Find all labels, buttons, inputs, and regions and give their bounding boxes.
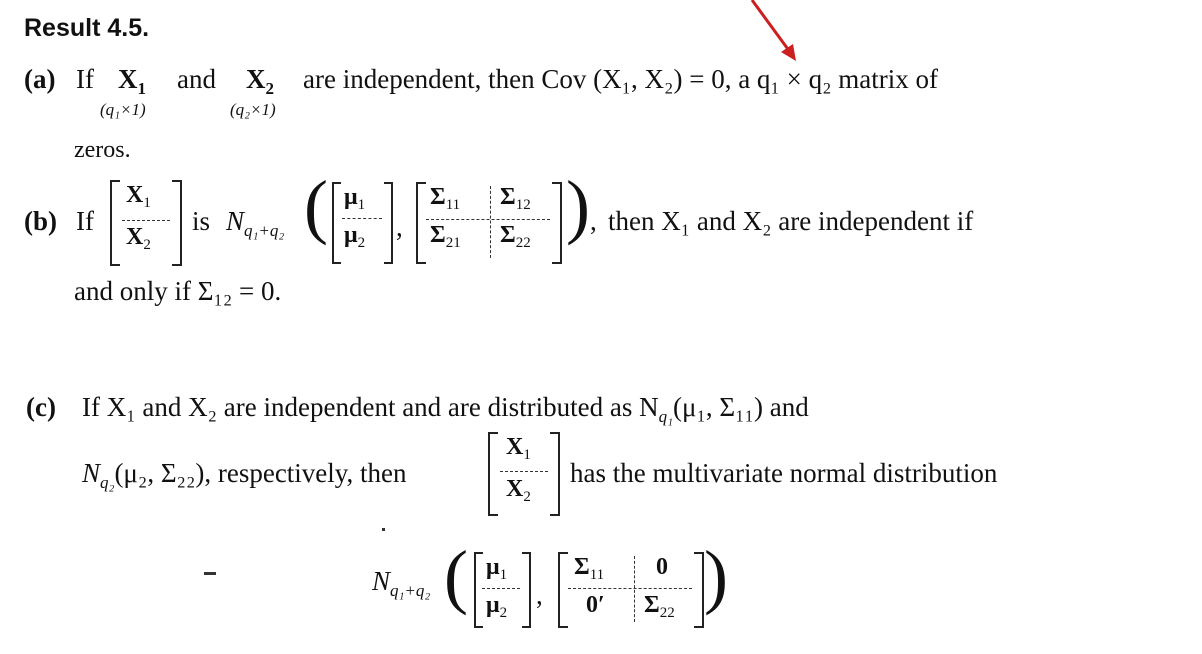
part-b-vec-top: $X_1$ bbox=[126, 182, 151, 211]
part-a-label: (a) bbox=[24, 64, 56, 94]
part-b-s12: $\Sigma_{12}$ bbox=[500, 184, 531, 213]
part-b-s22: $\Sigma_{22}$ bbox=[500, 222, 531, 251]
part-c-s11: $\Sigma_{11}$ bbox=[574, 554, 605, 583]
stray-dash-mark bbox=[204, 572, 216, 575]
part-c-zero-transpose: 0′ bbox=[586, 592, 605, 618]
part-c-mu-left-bracket bbox=[474, 552, 483, 628]
part-b-vec-right-bracket bbox=[172, 180, 182, 266]
part-a-x2-dim: (q₂×1) bbox=[230, 100, 276, 119]
part-b-s21: $\Sigma_{21}$ bbox=[430, 222, 461, 251]
part-b-vec-divider bbox=[122, 220, 170, 221]
part-b-sigma-left-bracket bbox=[416, 182, 426, 264]
part-a-x1-dim: (q₁×1) bbox=[100, 100, 146, 119]
part-b-mu-left-bracket bbox=[332, 182, 341, 264]
part-b-dist: $N_{q_1+q_2}$ bbox=[226, 206, 285, 240]
part-c-comma: , bbox=[536, 580, 543, 610]
part-c-line1: If X₁ and X₂ are independent and are distributed as $N_{q_1}(\mu_1$, Σ₁₁) and bbox=[82, 392, 809, 426]
part-b-mu-top: $\mu_1$ bbox=[344, 184, 366, 213]
part-c-s22: $\Sigma_{22}$ bbox=[644, 592, 675, 621]
part-c-zero: 0 bbox=[656, 554, 668, 580]
part-c-mu-right-bracket bbox=[522, 552, 531, 628]
part-a-zeros: zeros. bbox=[74, 137, 131, 163]
part-b-vec-bot: $X_2$ bbox=[126, 224, 151, 253]
part-b-is: is bbox=[192, 206, 211, 236]
part-c-mu-bot: $\mu_2$ bbox=[486, 592, 508, 621]
part-c-vec-right-bracket bbox=[550, 432, 560, 516]
result-heading: Result 4.5. bbox=[24, 14, 150, 42]
part-b-mu-right-bracket bbox=[384, 182, 393, 264]
part-a-and: and bbox=[177, 64, 216, 94]
part-c-sigma-left-bracket bbox=[558, 552, 568, 628]
part-c-vec-top: $X_1$ bbox=[506, 434, 531, 463]
part-a-if: If bbox=[76, 64, 94, 94]
part-c-dist: $N_{q_1+q_2}$ bbox=[372, 566, 431, 600]
part-c-line2-end: has the multivariate normal distribution bbox=[570, 458, 998, 488]
part-b-label: (b) bbox=[24, 206, 57, 236]
part-b-left-paren: ( bbox=[304, 166, 328, 246]
part-b-statement: then X₁ and X₂ are independent if bbox=[608, 206, 974, 236]
part-c-sigma-hdivider bbox=[568, 588, 692, 589]
part-b-comma2: , bbox=[590, 206, 597, 236]
part-c-vec-bot: $X_2$ bbox=[506, 476, 531, 505]
part-c-vec-divider bbox=[500, 471, 548, 472]
part-b-comma: , bbox=[396, 212, 403, 242]
part-c-label: (c) bbox=[26, 392, 56, 422]
part-b-sigma-hdivider bbox=[426, 219, 550, 220]
part-c-mu-top: $\mu_1$ bbox=[486, 554, 508, 583]
part-b-sigma-right-bracket bbox=[552, 182, 562, 264]
part-c-vec-left-bracket bbox=[488, 432, 498, 516]
part-b-mu-bot: $\mu_2$ bbox=[344, 222, 366, 251]
stray-dot-mark bbox=[382, 528, 385, 531]
part-b-s11: $\Sigma_{11}$ bbox=[430, 184, 461, 213]
part-b-condition: and only if Σ₁₂ = 0. bbox=[74, 276, 282, 306]
part-c-line2-start: $N_{q_2}(\mu_2$, Σ₂₂), respectively, then bbox=[82, 458, 407, 492]
part-a-statement: are independent, then Cov (X₁, X₂) = 0, a q₁ × q₂ matrix of bbox=[303, 64, 938, 94]
part-c-right-paren: ) bbox=[704, 536, 728, 616]
part-b-vec-left-bracket bbox=[110, 180, 120, 266]
part-c-left-paren: ( bbox=[444, 536, 468, 616]
part-b-sigma-vdivider bbox=[490, 186, 491, 258]
part-c-sigma-right-bracket bbox=[694, 552, 704, 628]
part-a-x2: $X_2$ bbox=[246, 64, 274, 98]
part-b-mu-divider bbox=[342, 218, 382, 219]
part-c-mu-divider bbox=[482, 588, 520, 589]
part-b-right-paren: ) bbox=[566, 166, 590, 246]
part-a-x1: $X_1$ bbox=[118, 64, 146, 98]
part-b-if: If bbox=[76, 206, 94, 236]
part-c-sigma-vdivider bbox=[634, 556, 635, 622]
